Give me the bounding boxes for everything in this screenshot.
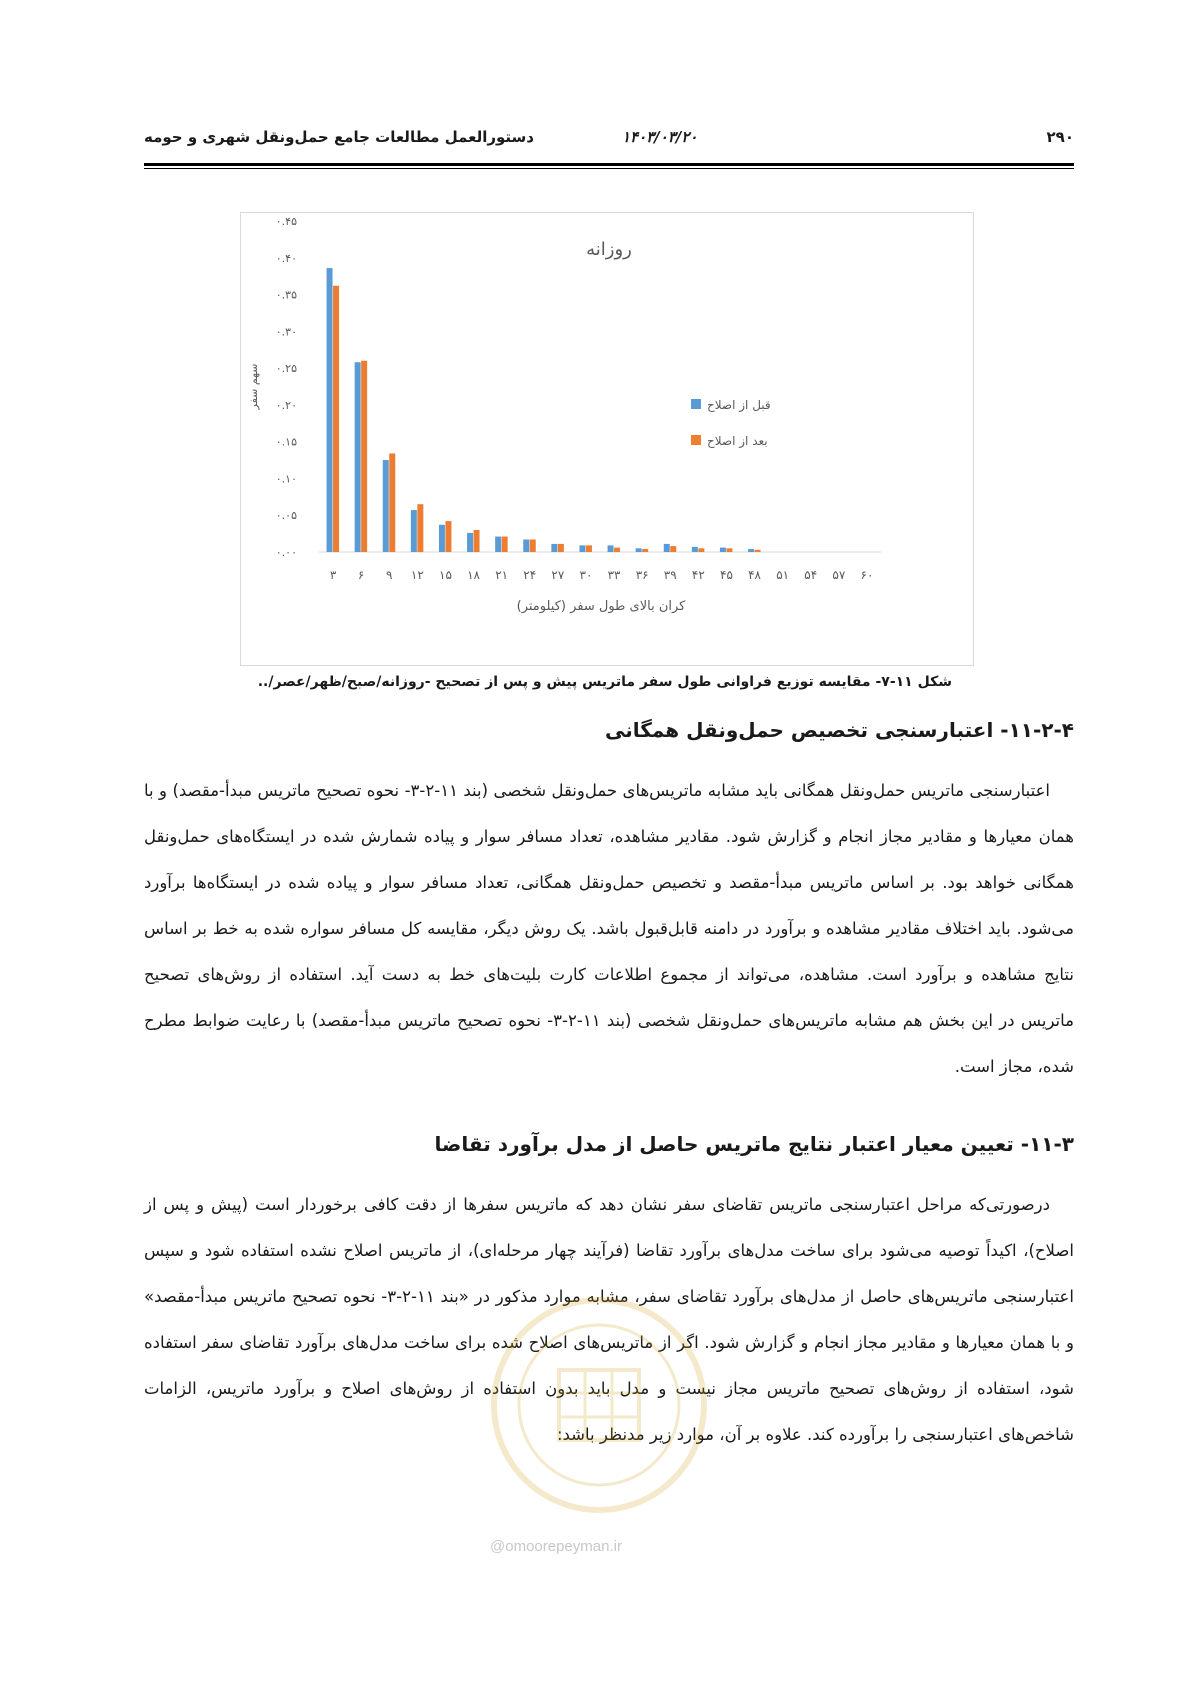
- y-tick-label: ۰.۴۵: [275, 215, 297, 228]
- header-rule: [144, 163, 1074, 166]
- bar-before: [636, 548, 642, 552]
- x-tick-label: ۳۶: [635, 568, 649, 582]
- legend-label: قبل از اصلاح: [707, 398, 771, 412]
- bar-after: [642, 549, 648, 552]
- paragraph-text: درصورتی‌که مراحل اعتبارسنجی ماتریس تقاضای سفر نشان دهد که ماتریس سفرها از دقت کافی برخوردار است (پیش و پس از اصلاح)، اکیداً توصیه می‌شود برای ساخت مدل‌های برآورد تقاضا (فرآیند چهار مرحله‌ای)، از ماتریس اصلاح نشده استفاده شود و سپس اعتبارسنجی ماتریس‌های حاصل از مدل‌های برآورد تقاضای سفر، مشابه موارد مذکور در «بند ۱۱-۲-۳- نحوه تصحیح ماتریس مبدأ-مقصد» و با همان معیارها و مقادیر مجاز انجام و گزارش شود. اگر از ماتریس‌های اصلاح شده برای ساخت مدل‌های برآورد تقاضای سفر استفاده شود، استفاده از روش‌های تصحیح ماتریس مجاز نیست و مدل باید بدون استفاده از روش‌های اصلاح و برآورد ماتریس، الزامات شاخص‌های اعتبارسنجی را برآورده کند. علاوه بر آن، موارد زیر مدنظر باشد:: [144, 1195, 1074, 1444]
- document-title: دستورالعمل مطالعات جامع حمل‌ونقل شهری و حومه: [144, 128, 534, 146]
- x-tick-label: ۳۳: [607, 568, 621, 582]
- x-tick-label: ۳۰: [579, 568, 593, 582]
- bar-before: [467, 533, 473, 552]
- x-tick-label: ۲۷: [551, 568, 565, 582]
- bar-before: [411, 510, 417, 552]
- x-tick-label: ۲۴: [523, 568, 537, 582]
- x-tick-label: ۶۰: [860, 568, 874, 582]
- section-heading-validity-criteria: ۱۱-۳- تعیین معیار اعتبار نتایج ماتریس حاصل از مدل برآورد تقاضا: [434, 1132, 1074, 1156]
- x-tick-label: ۵۴: [804, 568, 818, 582]
- bar-after: [670, 546, 676, 552]
- x-tick-label: ۹: [386, 568, 393, 582]
- bar-before: [551, 544, 557, 552]
- page-header: [144, 128, 1074, 154]
- bar-before: [608, 545, 614, 552]
- section-paragraph-public-transport: [144, 768, 1074, 1090]
- bar-after: [361, 361, 367, 552]
- x-tick-label: ۴۵: [720, 568, 733, 582]
- y-tick-label: ۰.۲۵: [275, 362, 297, 376]
- bar-after: [530, 539, 536, 552]
- y-tick-label: ۰.۰۰: [275, 546, 297, 559]
- y-tick-label: ۰.۴۰: [275, 251, 297, 265]
- section-paragraph-validity-criteria: [144, 1182, 1074, 1458]
- y-tick-label: ۰.۱۰: [275, 472, 297, 486]
- bar-after: [445, 521, 451, 552]
- bar-before: [579, 545, 585, 552]
- x-tick-label: ۱۵: [439, 568, 452, 582]
- paragraph-text: اعتبارسنجی ماتریس حمل‌ونقل همگانی باید مشابه ماتریس‌های حمل‌ونقل شخصی (بند ۱۱-۲-۳- نحوه تصحیح ماتریس مبدأ-مقصد) و با همان معیارها و مقادیر مجاز انجام و گزارش شود. مقادیر مشاهده، تعداد مسافر سوار و پیاده شمارش شده در ایستگاه‌های حمل‌ونقل همگانی خواهد بود. بر اساس ماتریس مبدأ-مقصد و تخصیص حمل‌ونقل همگانی، تعداد مسافر سوار و پیاده شده در ایستگاه‌ها برآورد می‌شود. باید اختلاف مقادیر مشاهده و برآورد در دامنه قابل‌قبول باشد. یک روش دیگر، مقایسه کل مسافر سواره شده به خط بر اساس نتایج مشاهده و برآورد است. مشاهده، می‌تواند از مجموع اطلاعات کارت بلیت‌های خط به دست آید. استفاده از روش‌های تصحیح ماتریس در این بخش هم مشابه ماتریس‌های حمل‌ونقل شخصی (بند ۱۱-۲-۳- نحوه تصحیح ماتریس مبدأ-مقصد) با رعایت ضوابط مطرح شده، مجاز است.: [144, 781, 1075, 1076]
- y-tick-label: ۰.۱۵: [275, 435, 297, 449]
- bar-after: [558, 544, 564, 552]
- bar-after: [614, 548, 620, 552]
- x-tick-label: ۳: [329, 568, 337, 582]
- bar-after: [586, 545, 592, 552]
- y-tick-label: ۰.۲۰: [275, 398, 297, 412]
- chart-title: روزانه: [586, 239, 632, 260]
- x-tick-label: ۱۸: [467, 568, 480, 582]
- x-axis-label: کران بالای طول سفر (کیلومتر): [516, 599, 686, 614]
- bar-after: [417, 504, 423, 552]
- y-axis-label: سهم سفر: [247, 363, 260, 410]
- x-tick-label: ۶: [357, 568, 365, 582]
- bar-before: [327, 268, 333, 552]
- figure-caption: شکل ۱۱-۷- مقایسه توزیع فراوانی طول سفر ماتریس پیش و پس از تصحیح -روزانه/صبح/ظهر/عصر/..: [257, 674, 952, 690]
- y-tick-label: ۰.۳۵: [275, 288, 297, 302]
- legend-swatch: [691, 399, 701, 409]
- x-tick-label: ۲۱: [495, 568, 509, 582]
- section-heading-public-transport: ۱۱-۲-۴- اعتبارسنجی تخصیص حمل‌ونقل همگانی: [604, 718, 1074, 742]
- header-rule-thin: [144, 168, 1074, 169]
- bar-before: [355, 362, 361, 552]
- x-tick-label: ۱۲: [410, 568, 424, 582]
- bar-chart: [241, 213, 973, 665]
- legend-swatch: [691, 435, 701, 445]
- bar-after: [502, 537, 508, 552]
- bar-after: [698, 548, 704, 552]
- header-date: ۱۴۰۳/۰۳/۲۰: [622, 128, 698, 146]
- bar-before: [720, 548, 726, 552]
- x-tick-label: ۵۱: [776, 568, 790, 582]
- bar-after: [726, 548, 732, 552]
- x-tick-label: ۳۹: [663, 568, 677, 582]
- legend-label: بعد از اصلاح: [707, 434, 768, 448]
- watermark-url: @omoorepeyman.ir: [490, 1538, 622, 1555]
- x-tick-label: ۴۸: [748, 568, 761, 582]
- chart-frame: [240, 212, 974, 666]
- bar-before: [383, 460, 389, 552]
- bar-after: [389, 453, 395, 552]
- bar-before: [439, 525, 445, 552]
- page-number: ۲۹۰: [1046, 128, 1074, 146]
- y-tick-label: ۰.۰۵: [275, 509, 297, 523]
- bar-before: [748, 549, 754, 552]
- bar-before: [523, 539, 529, 552]
- bar-before: [495, 537, 501, 552]
- bar-after: [755, 550, 761, 552]
- bar-after: [474, 530, 480, 552]
- bar-before: [692, 547, 698, 552]
- y-tick-label: ۰.۳۰: [275, 325, 297, 339]
- x-tick-label: ۵۷: [832, 568, 846, 582]
- x-tick-label: ۴۲: [691, 568, 705, 582]
- bar-before: [664, 544, 670, 552]
- bar-after: [333, 286, 339, 552]
